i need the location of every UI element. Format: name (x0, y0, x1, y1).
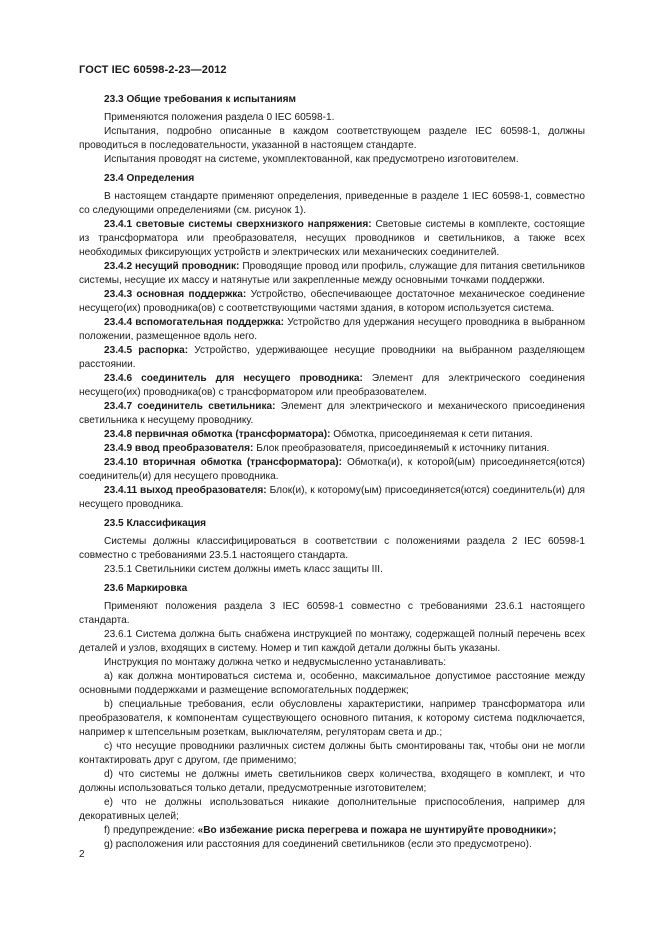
definition-text: Устройство, обеспечивающее достаточное механическое соединение несущего(их) проводника(ов) с соответствующими частями здания, в котором используется система. (79, 289, 585, 314)
definition-text: Блок(и), к которому(ым) присоединяется(ются) соединитель(и) для несущего проводника. (79, 485, 585, 510)
definition-paragraph (79, 456, 585, 484)
section-heading: 23.5 Классификация (104, 518, 207, 529)
definition-term: 23.4.9 ввод преобразователя: (104, 443, 254, 454)
body-paragraph: Применяют положения раздела 3 IEC 60598-1 совместно с требованиями 23.6.1 настоящего стандарта. (79, 601, 585, 626)
definition-term: 23.4.10 вторичная обмотка (трансформатора): (104, 457, 342, 468)
definition-text: Обмотка, присоединяемая к сети питания. (330, 429, 533, 440)
warning-text: «Во избежание риска перегрева и пожара не шунтируйте проводники»; (197, 825, 557, 836)
document-header: ГОСТ IEC 60598-2-23—2012 (79, 64, 227, 76)
definition-paragraph (79, 372, 585, 400)
definition-text: Элемент для электрического и механического присоединения светильника к несущему проводнику. (79, 401, 585, 426)
body-paragraph: c) что несущие проводники различных систем должны быть смонтированы так, чтобы они не могли контактировать друг с другом, где применимо; (79, 741, 585, 766)
body-paragraph: 23.6.1 Система должна быть снабжена инструкцией по монтажу, содержащей полный перечень всех деталей и узлов, входящих в систему. Номер и тип каждой детали должны быть указаны. (79, 629, 585, 654)
document-body (79, 93, 585, 852)
definition-term: 23.4.3 основная поддержка: (104, 289, 247, 300)
definition-text: Световые системы в комплекте, состоящие из трансформатора или преобразователя, несущих проводников и светильников, а также всех необходимых фиксирующих устройств и электрических или механических соединителей. (79, 219, 585, 258)
definition-text: Устройство для удержания несущего проводника в выбранном положении, размещенное вдоль него. (79, 317, 586, 342)
definition-paragraph (79, 484, 585, 512)
definition-term: 23.4.1 световые системы сверхнизкого напряжения: (104, 219, 372, 230)
body-paragraph: a) как должна монтироваться система и, особенно, максимальное допустимое расстояние между основными поддержками и размещение вспомогательных поддержек; (79, 671, 585, 696)
body-paragraph: e) что не должны использоваться никакие дополнительные приспособления, например для декоративных целей; (79, 797, 585, 822)
definition-paragraph (79, 428, 585, 442)
body-paragraph: В настоящем стандарте применяют определения, приведенные в разделе 1 IEC 60598-1, совместно со следующими определениями (см. рисунок 1). (79, 191, 585, 216)
body-paragraph: Применяются положения раздела 0 IEC 60598-1. (104, 112, 335, 123)
definition-term: 23.4.8 первичная обмотка (трансформатора): (104, 429, 331, 440)
definition-text: Устройство, удерживающее несущие проводники на выбранном разделяющем расстоянии. (79, 345, 585, 370)
body-paragraph: g) расположения или расстояния для соединений светильников (если это предусмотрено). (104, 839, 532, 850)
definition-term: 23.4.6 соединитель для несущего проводника: (104, 373, 363, 384)
body-paragraph: d) что системы не должны иметь светильников сверх количества, входящего в комплект, и что должны использоваться только детали, предусмотренные изготовителем; (79, 769, 585, 794)
definition-text: Проводящие провод или профиль, служащие для питания светильников системы, несущие их массу и натянутые или закрепленные между основными точками поддержки. (79, 261, 585, 286)
definition-paragraph (79, 288, 585, 316)
body-paragraph: b) специальные требования, если обусловлены характеристики, например трансформатора или преобразователя, к компонентам существующего основного питания, к которому система подключается, например к штепсельным розеткам, выключателям, регуляторам света и др.; (79, 699, 585, 738)
definition-term: 23.4.5 распорка: (104, 345, 189, 356)
definition-term: 23.4.4 вспомогательная поддержка: (104, 317, 285, 328)
definition-paragraph (79, 218, 585, 260)
section-heading: 23.3 Общие требования к испытаниям (104, 94, 296, 105)
body-paragraph: 23.5.1 Светильники систем должны иметь класс защиты III. (104, 564, 383, 575)
warning-prefix: f) предупреждение: (104, 825, 198, 836)
definition-paragraph (79, 442, 585, 456)
definition-paragraph (79, 400, 585, 428)
body-paragraph: Испытания, подробно описанные в каждом соответствующем разделе IEC 60598-1, должны проводиться в последовательности, указанной в настоящем стандарте. (79, 126, 585, 151)
definition-text: Блок преобразователя, присоединяемый к источнику питания. (253, 443, 550, 454)
warning-paragraph (79, 824, 585, 838)
definition-paragraph (79, 316, 585, 344)
body-paragraph: Испытания проводят на системе, укомплектованной, как предусмотрено изготовителем. (104, 154, 519, 165)
page-number: 2 (79, 849, 85, 860)
definition-term: 23.4.7 соединитель светильника: (104, 401, 276, 412)
definition-term: 23.4.11 выход преобразователя: (104, 485, 267, 496)
section-heading: 23.4 Определения (104, 173, 195, 184)
definition-text: Обмотка(и), к которой(ым) присоединяется(ются) соединитель(и) для несущего проводника. (79, 457, 585, 482)
section-heading: 23.6 Маркировка (104, 583, 188, 594)
definition-paragraph (79, 260, 585, 288)
definition-paragraph (79, 344, 585, 372)
body-paragraph: Системы должны классифицироваться в соответствии с положениями раздела 2 IEC 60598-1 совместно с требованиями 23.5.1 настоящего стандарта. (79, 536, 585, 561)
definition-term: 23.4.2 несущий проводник: (104, 261, 240, 272)
body-paragraph: Инструкция по монтажу должна четко и недвусмысленно устанавливать: (104, 657, 447, 668)
definition-text: Элемент для электрического соединения несущего(их) проводника(ов) с трансформатором или преобразователем. (79, 373, 585, 398)
